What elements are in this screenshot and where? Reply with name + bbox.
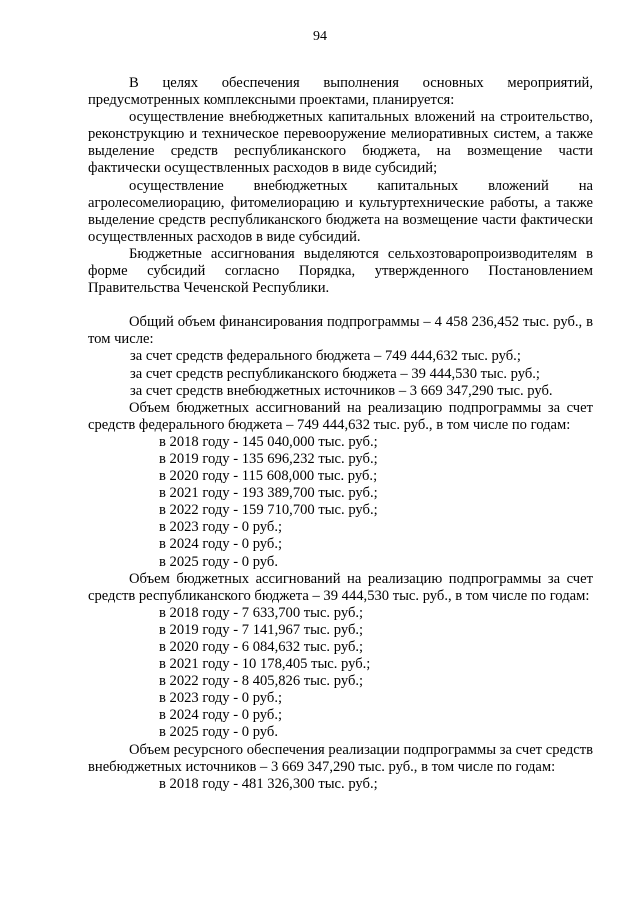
list-item: в 2018 году - 145 040,000 тыс. руб.; <box>159 433 378 450</box>
paragraph-intro: В целях обеспечения выполнения основных мероприятий, предусмотренных комплексными проектами, планируется: <box>88 75 593 109</box>
source-federal: за счет средств федерального бюджета – 749 444,632 тыс. руб.; <box>130 348 521 365</box>
list-item: в 2019 году - 7 141,967 тыс. руб.; <box>159 621 364 638</box>
paragraph-total-financing: Общий объем финансирования подпрограммы – 4 458 236,452 тыс. руб., в том числе: <box>88 314 593 348</box>
list-item: в 2024 году - 0 руб.; <box>159 536 283 553</box>
extrabudget-years-list <box>88 776 593 793</box>
list-item: в 2018 году - 481 326,300 тыс. руб.; <box>159 775 378 792</box>
list-item: в 2019 году - 135 696,232 тыс. руб.; <box>159 450 378 467</box>
list-item: в 2024 году - 0 руб.; <box>159 707 283 724</box>
list-item: в 2025 году - 0 руб. <box>159 553 278 570</box>
list-item: в 2021 году - 193 389,700 тыс. руб.; <box>159 485 378 502</box>
republic-years-list <box>88 605 593 742</box>
list-item: в 2020 году - 115 608,000 тыс. руб.; <box>159 468 378 485</box>
paragraph-agroforestry: осуществление внебюджетных капитальных вложений на агролесомелиорацию, фитомелиорацию и культуртехнические работы, а также выделение средств республиканского бюджета на возмещение части фактически осуществленных расходов в виде субсидий. <box>88 177 593 245</box>
list-item: в 2020 году - 6 084,632 тыс. руб.; <box>159 639 364 655</box>
paragraph-republic-allocations: Объем бюджетных ассигнований на реализацию подпрограммы за счет средств республиканского бюджета – 39 444,530 тыс. руб., в том числе по годам: <box>88 570 593 604</box>
list-item: в 2025 году - 0 руб. <box>159 724 278 741</box>
list-item: в 2023 году - 0 руб.; <box>159 690 283 707</box>
paragraph-federal-allocations: Объем бюджетных ассигнований на реализацию подпрограммы за счет средств федерального бюджета – 749 444,632 тыс. руб., в том числе по годам: <box>88 399 593 433</box>
source-extrabudget: за счет средств внебюджетных источников – 3 669 347,290 тыс. руб. <box>130 382 553 399</box>
paragraph-gap <box>88 297 593 314</box>
list-item: в 2022 году - 8 405,826 тыс. руб.; <box>159 673 364 690</box>
paragraph-melioration-systems: осуществление внебюджетных капитальных вложений на строительство, реконструкцию и техническое перевооружение мелиоративных систем, а также выделение средств республиканского бюджета, на возмещение части фактически осуществленных расходов в виде субсидий; <box>88 109 593 177</box>
federal-years-list <box>88 434 593 571</box>
page-number: 94 <box>313 29 327 44</box>
list-item: в 2018 году - 7 633,700 тыс. руб.; <box>159 604 364 621</box>
source-republic: за счет средств республиканского бюджета – 39 444,530 тыс. руб.; <box>130 365 540 382</box>
paragraph-extrabudget-resources: Объем ресурсного обеспечения реализации подпрограммы за счет средств внебюджетных источников – 3 669 347,290 тыс. руб., в том числе по годам: <box>88 741 593 775</box>
list-item: в 2021 году - 10 178,405 тыс. руб.; <box>159 656 371 673</box>
list-item: в 2023 году - 0 руб.; <box>159 519 283 536</box>
page-body <box>88 75 593 793</box>
paragraph-subsidies: Бюджетные ассигнования выделяются сельхозтоваропроизводителям в форме субсидий согласно Порядка, утвержденного Постановлением Правительства Чеченской Республики. <box>88 245 593 297</box>
list-item: в 2022 году - 159 710,700 тыс. руб.; <box>159 502 378 519</box>
